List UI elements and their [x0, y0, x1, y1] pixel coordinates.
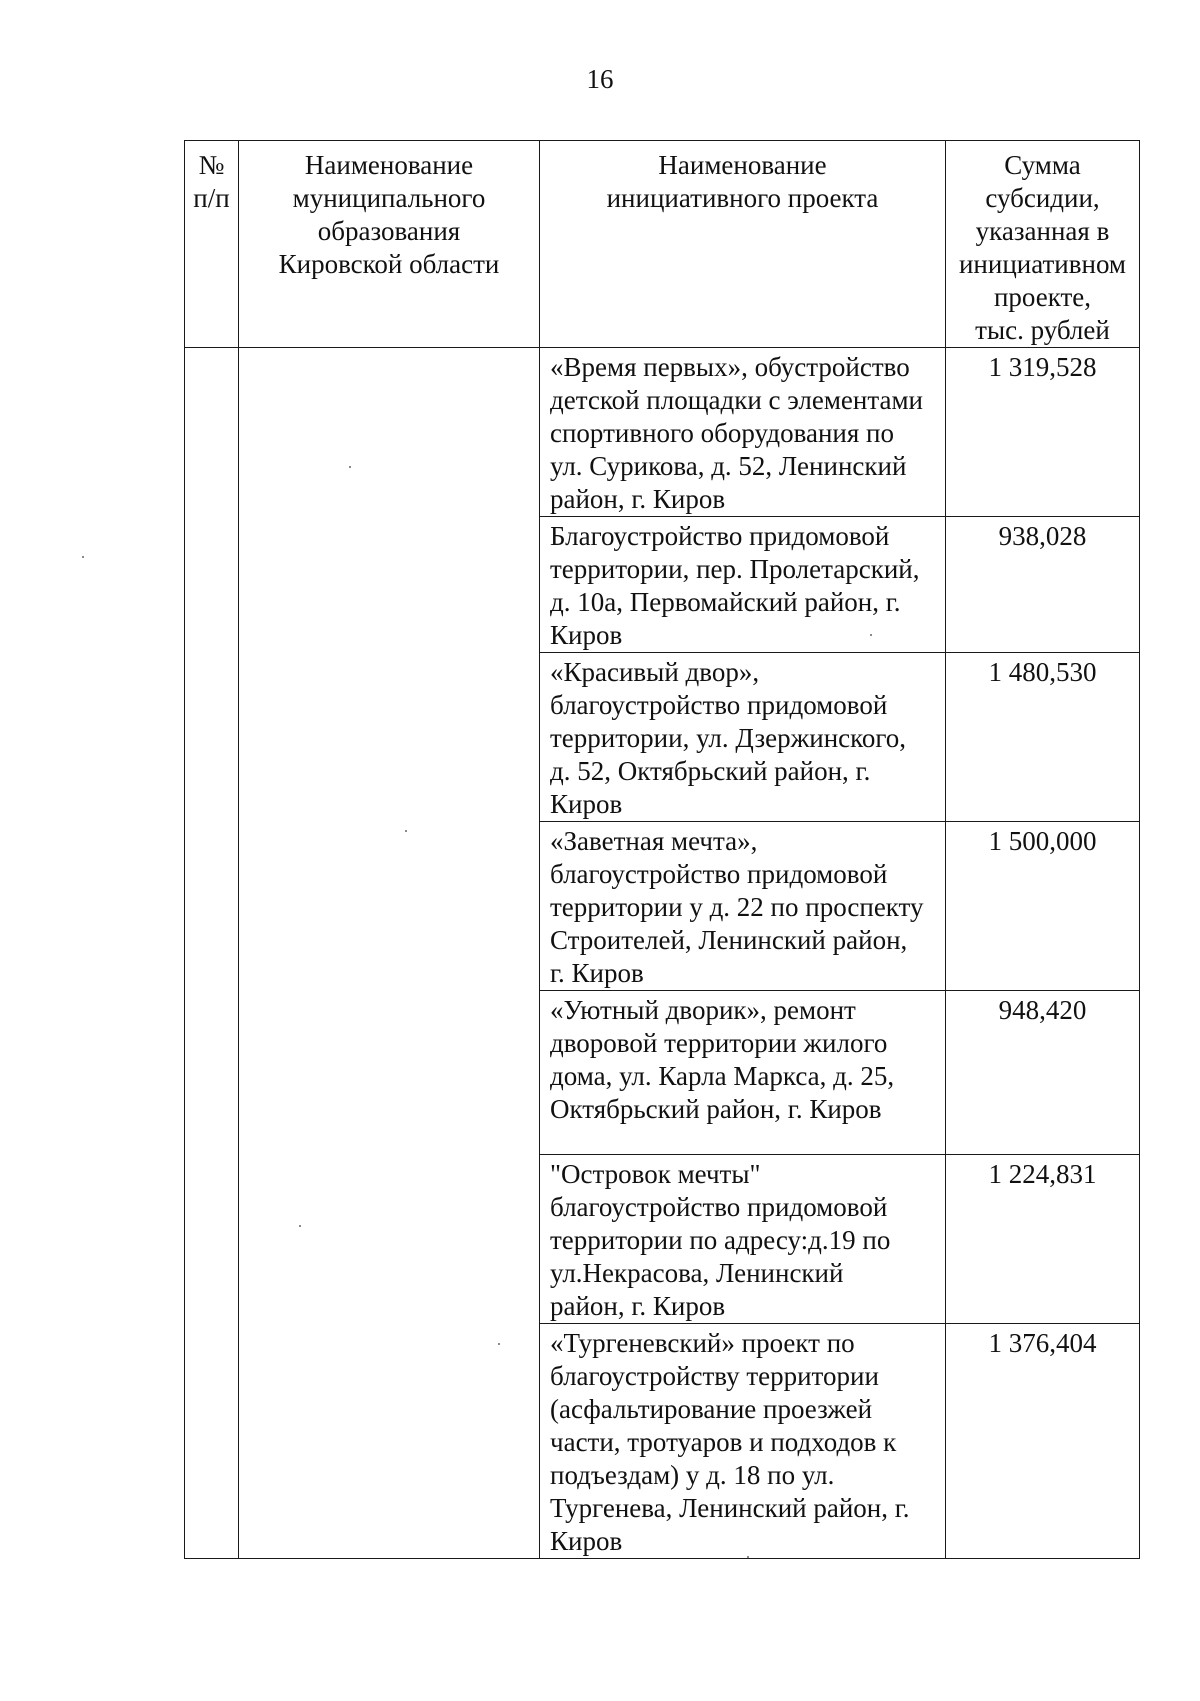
number-cell: [185, 348, 239, 1559]
subsidy-sum-cell: 948,420: [946, 991, 1140, 1155]
scan-speck: [405, 830, 407, 832]
subsidy-sum-cell: 1 224,831: [946, 1155, 1140, 1324]
scan-speck: [299, 1225, 301, 1227]
subsidy-sum-cell: 938,028: [946, 517, 1140, 653]
page-number: 16: [586, 64, 614, 94]
subsidy-sum-cell: 1 480,530: [946, 653, 1140, 822]
header-project: Наименование инициативного проекта: [540, 141, 946, 348]
project-name-cell: "Островок мечты" благоустройство придомовой территории по адресу:д.19 по ул.Некрасова, Ленинский район, г. Киров: [540, 1155, 946, 1324]
scan-speck: [747, 1556, 749, 1558]
subsidy-sum-cell: 1 319,528: [946, 348, 1140, 517]
header-number: № п/п: [185, 141, 239, 348]
header-sum: Сумма субсидии, указанная в инициативном проекте, тыс. рублей: [946, 141, 1140, 348]
scan-speck: [870, 634, 872, 636]
table-header-row: [185, 141, 1140, 348]
header-municipality: Наименование муниципального образования Кировской области: [239, 141, 540, 348]
subsidy-sum-cell: 1 376,404: [946, 1324, 1140, 1559]
project-name-cell: «Время первых», обустройство детской площадки с элементами спортивного оборудования по ул. Сурикова, д. 52, Ленинский район, г. Киров: [540, 348, 946, 517]
municipality-cell: [239, 348, 540, 1559]
subsidy-sum-cell: 1 500,000: [946, 822, 1140, 991]
project-name-cell: «Заветная мечта», благоустройство придомовой территории у д. 22 по проспекту Строителей, Ленинский район, г. Киров: [540, 822, 946, 991]
scan-speck: [349, 466, 351, 468]
project-name-cell: «Красивый двор», благоустройство придомовой территории, ул. Дзержинского, д. 52, Октябрьский район, г. Киров: [540, 653, 946, 822]
scan-speck: [82, 556, 84, 558]
project-name-cell: «Уютный дворик», ремонт дворовой территории жилого дома, ул. Карла Маркса, д. 25, Октябрьский район, г. Киров: [540, 991, 946, 1155]
scan-speck: [498, 1343, 500, 1345]
project-name-cell: «Тургеневский» проект по благоустройству территории (асфальтирование проезжей части, тротуаров и подходов к подъездам) у д. 18 по ул. Тургенева, Ленинский район, г. Киров: [540, 1324, 946, 1559]
table-row: [185, 348, 1140, 517]
project-name-cell: Благоустройство придомовой территории, пер. Пролетарский, д. 10а, Первомайский район, г. Киров: [540, 517, 946, 653]
subsidy-table: [184, 140, 1140, 1559]
